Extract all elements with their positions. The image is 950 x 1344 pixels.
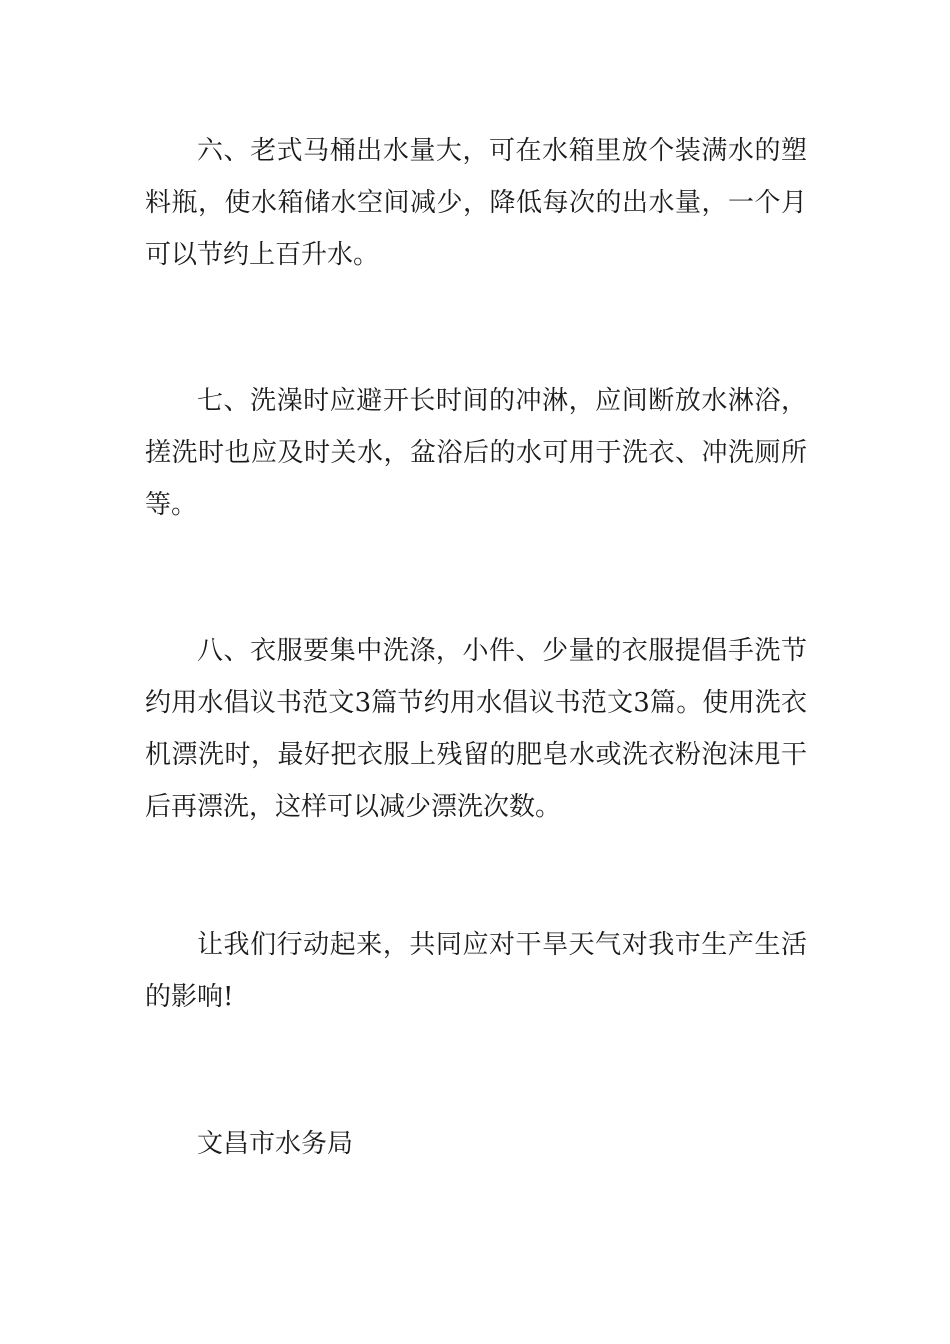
signature: 文昌市水务局 — [197, 1129, 354, 1159]
paragraph-item-7: 七、洗澡时应避开长时间的冲淋，应间断放水淋浴，搓洗时也应及时关水，盆浴后的水可用于洗衣、冲洗厕所等。 — [145, 386, 807, 520]
paragraph-item-8: 八、衣服要集中洗涤，小件、少量的衣服提倡手洗节约用水倡议书范文3篇节约用水倡议书范文3篇。使用洗衣机漂洗时，最好把衣服上残留的肥皂水或洗衣粉泡沫甩干后再漂洗，这样可以减少漂洗次数。 — [145, 636, 807, 822]
paragraph-call-to-action: 让我们行动起来，共同应对干旱天气对我市生产生活的影响! — [145, 930, 807, 1012]
paragraph-item-6: 六、老式马桶出水量大，可在水箱里放个装满水的塑料瓶，使水箱储水空间减少，降低每次的出水量，一个月可以节约上百升水。 — [145, 136, 807, 270]
